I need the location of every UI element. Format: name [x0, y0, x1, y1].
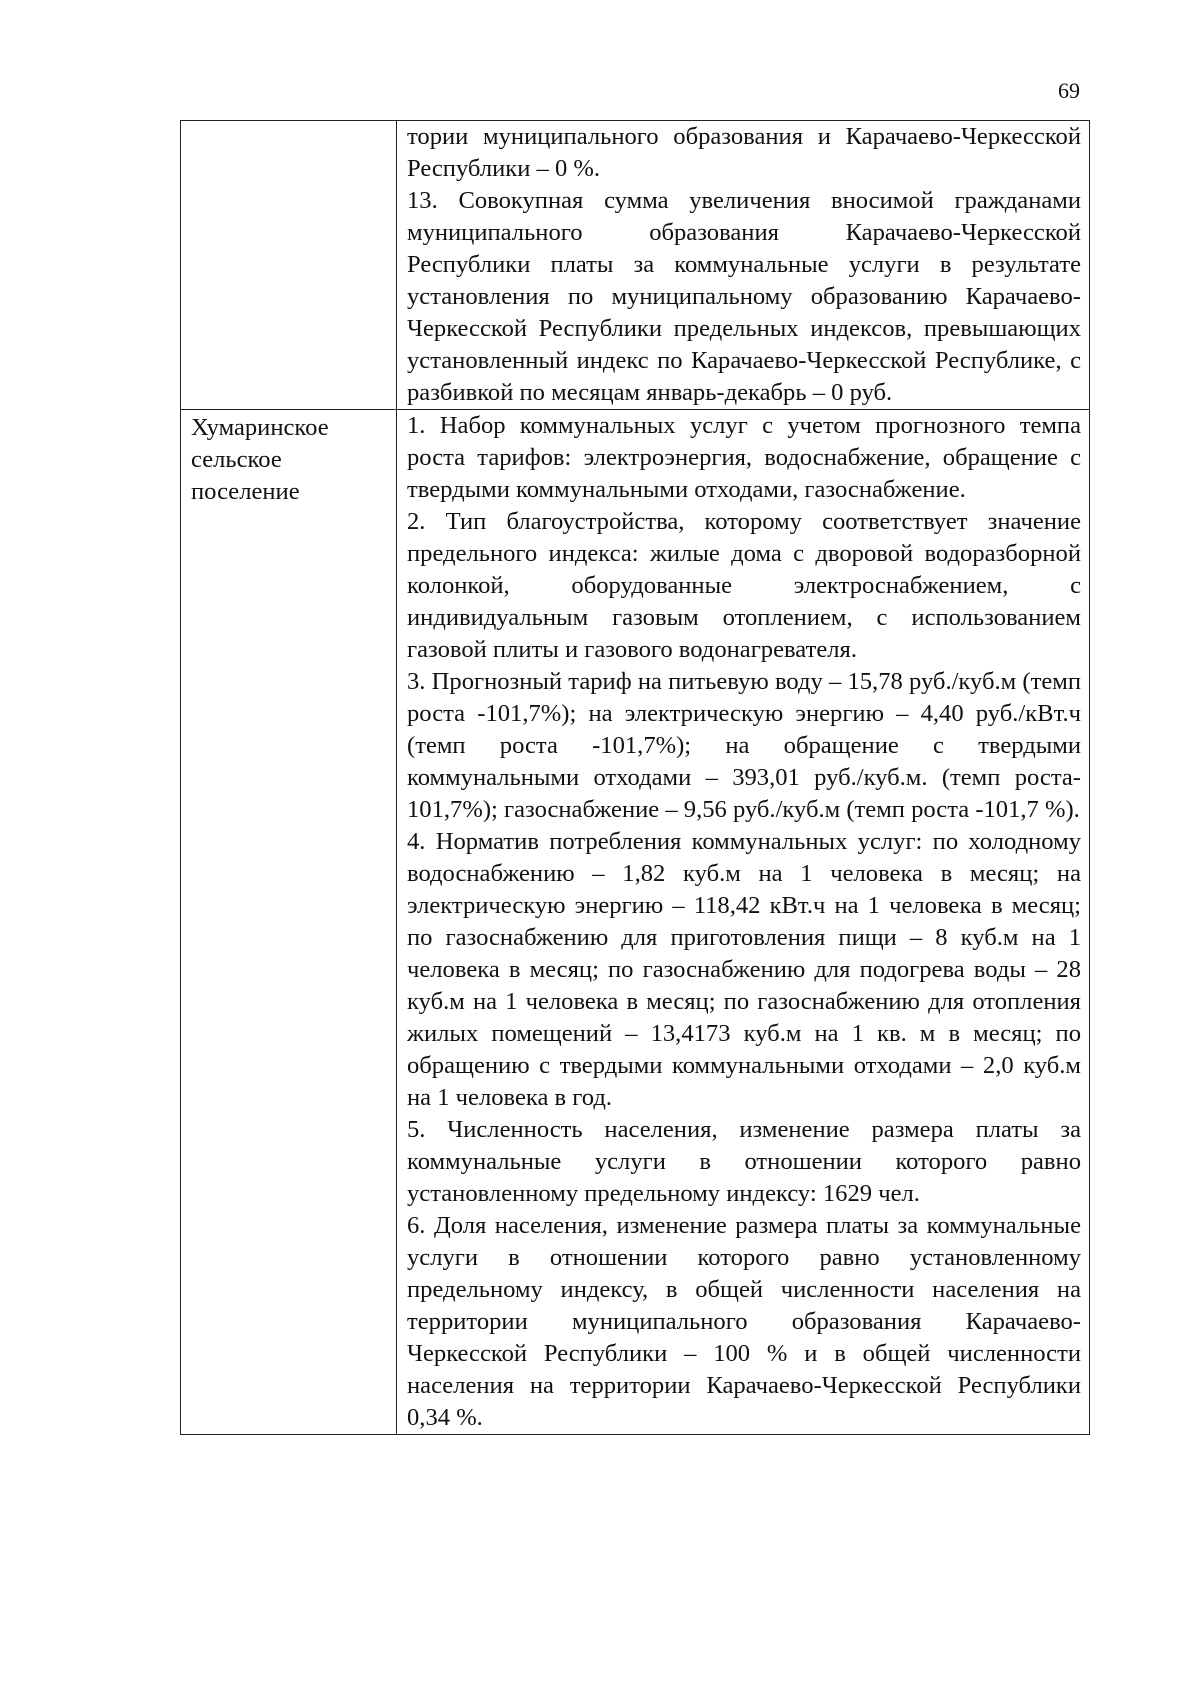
municipality-name-cell: Хумаринское сельское поселение — [181, 410, 397, 1435]
paragraph: 3. Прогнозный тариф на питьевую воду – 15,78 руб./куб.м (темп роста -101,7%); на электрическую энергию – 4,40 руб./кВт.ч (темп роста -101,7%); на обращение с твердыми коммунальными отходами – 393,01 руб./куб.м. (темп роста- 101,7%); газоснабжение – 9,56 руб./куб.м (темп роста -101,7 %). — [407, 668, 1081, 823]
paragraph: 2. Тип благоустройства, которому соответствует значение предельного индекса: жилые дома с дворовой водоразборной колонкой, оборудованные электроснабжением, с индивидуальным газовым отоплением, с использованием газовой плиты и газового водонагревателя. — [407, 508, 1081, 663]
paragraph: 6. Доля населения, изменение размера платы за коммунальные услуги в отношении которого равно установленному предельному индексу, в общей численности населения на территории муниципального образования Карачаево-Черкесской Республики – 100 % и в общей численности населения на территории Карачаево-Черкесской Республики 0,34 %. — [407, 1212, 1081, 1431]
paragraph: 4. Норматив потребления коммунальных услуг: по холодному водоснабжению – 1,82 куб.м на 1 человека в месяц; на электрическую энергию – 118,42 кВт.ч на 1 человека в месяц; по газоснабжению для приготовления пищи – 8 куб.м на 1 человека в месяц; по газоснабжению для подогрева воды – 28 куб.м на 1 человека в месяц; по газоснабжению для отопления жилых помещений – 13,4173 куб.м на 1 кв. м в месяц; по обращению с твердыми коммунальными отходами – 2,0 куб.м на 1 человека в год. — [407, 828, 1081, 1111]
description-cell — [397, 410, 1090, 1435]
table-row — [181, 410, 1090, 1435]
document-table — [180, 120, 1090, 1435]
paragraph: тории муниципального образования и Карачаево-Черкесской Республики – 0 %. — [407, 123, 1081, 182]
page-number: 69 — [1058, 78, 1080, 103]
paragraph: 1. Набор коммунальных услуг с учетом прогнозного темпа роста тарифов: электроэнергия, водоснабжение, обращение с твердыми коммунальными отходами, газоснабжение. — [407, 412, 1081, 503]
paragraph: 13. Совокупная сумма увеличения вносимой гражданами муниципального образования Карачаево-Черкесской Республики платы за коммунальные услуги в результате установления по муниципальному образованию Карачаево-Черкесской Республики предельных индексов, превышающих установленный индекс по Карачаево-Черкесской Республике, с разбивкой по месяцам январь-декабрь – 0 руб. — [407, 187, 1081, 406]
paragraph: 5. Численность населения, изменение размера платы за коммунальные услуги в отношении которого равно установленному предельному индексу: 1629 чел. — [407, 1116, 1081, 1207]
description-cell — [397, 121, 1090, 410]
table-row — [181, 121, 1090, 410]
municipality-name-cell — [181, 121, 397, 410]
